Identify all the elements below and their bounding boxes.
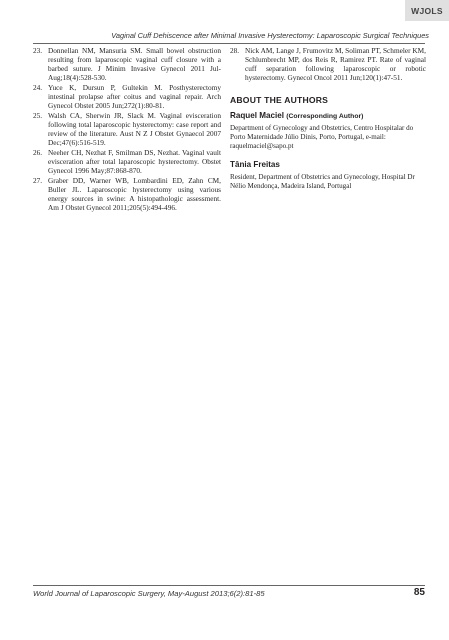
page-number: 85 [413,587,425,598]
footer-rule [33,585,425,586]
author-name-2 [230,160,426,169]
right-column [230,47,426,200]
author-name-text: Tânia Freitas [230,159,280,169]
journal-badge: WJOLS [405,0,449,21]
header-rule [33,43,425,44]
reference-text: Neeher CH, Nezhat F, Smilman DS, Nezhat. Vaginal vault evisceration after total laparoscopic hysterectomy. Obstet Gynecol 1996 May;87:868-870. [48,148,221,175]
author-affiliation-2: Resident, Department of Obstetrics and Gynecology, Hospital Dr Nélio Mendonça, Madeira Island, Portugal [230,172,415,190]
reference-text: Walsh CA, Sherwin JR, Slack M. Vaginal evisceration following total laparoscopic hysterectomy: case report and review of the literature. Aust N Z J Obstet Gynaecol 2007 Dec;47(6):516-519. [48,111,221,147]
author-name-text: Raquel Maciel [230,110,284,120]
reference-number: 28. [230,46,240,55]
reference-item [230,47,426,83]
reference-number: 24. [33,83,43,92]
reference-number: 23. [33,46,43,55]
reference-text: Yuce K, Dursun P, Gultekin M. Posthysterectomy intestinal prolapse after coitus and vaginal repair. Arch Gynecol Obstet 2005 Jun;272(1):80-81. [48,83,221,110]
reference-item [33,47,221,83]
reference-number: 27. [33,176,43,186]
reference-item [33,112,221,148]
footer-journal-citation: World Journal of Laparoscopic Surgery, May-August 2013;6(2):81-85 [33,589,265,598]
about-authors-heading: ABOUT THE AUTHORS [230,94,329,105]
reference-text: Nick AM, Lange J, Frumovitz M, Soliman PT, Schmeler KM, Schlumbrecht MP, dos Reis R, Ramirez PT. Rate of vaginal cuff separation following laparoscopic or robotic hysterectomy. Gynecol Oncol 2011 Jun;120(1):47-51. [245,46,426,82]
author-name-1 [230,111,426,120]
reference-item [33,149,221,176]
reference-number: 25. [33,111,43,121]
references-left-column [33,47,221,214]
reference-text: Donnellan NM, Mansuria SM. Small bowel obstruction resulting from laparoscopic vaginal cuff closure with a barbed suture. J Minim Invasive Gynecol 2011 Jul-Aug;18(4):528-530. [48,46,221,82]
reference-text: Graber DD, Warner WB, Lombardini ED, Zahn CM, Buller JL. Laparoscopic hysterectomy using various energy sources in swine: A histopathologic assessment. Am J Obstet Gynecol 2011;205(5):494-496. [48,176,221,212]
author-role: (Corresponding Author) [286,112,364,120]
reference-item [33,84,221,111]
reference-number: 26. [33,148,43,158]
reference-item [33,177,221,213]
running-title: Vaginal Cuff Dehiscence after Minimal Invasive Hysterectomy: Laparoscopic Surgical Techniques [111,31,429,40]
author-affiliation-1: Department of Gynecology and Obstetrics, Centro Hospitalar do Porto Maternidade Júlio Dinis, Porto, Portugal, e-mail: raquelmaciel@sapo.pt [230,123,414,150]
